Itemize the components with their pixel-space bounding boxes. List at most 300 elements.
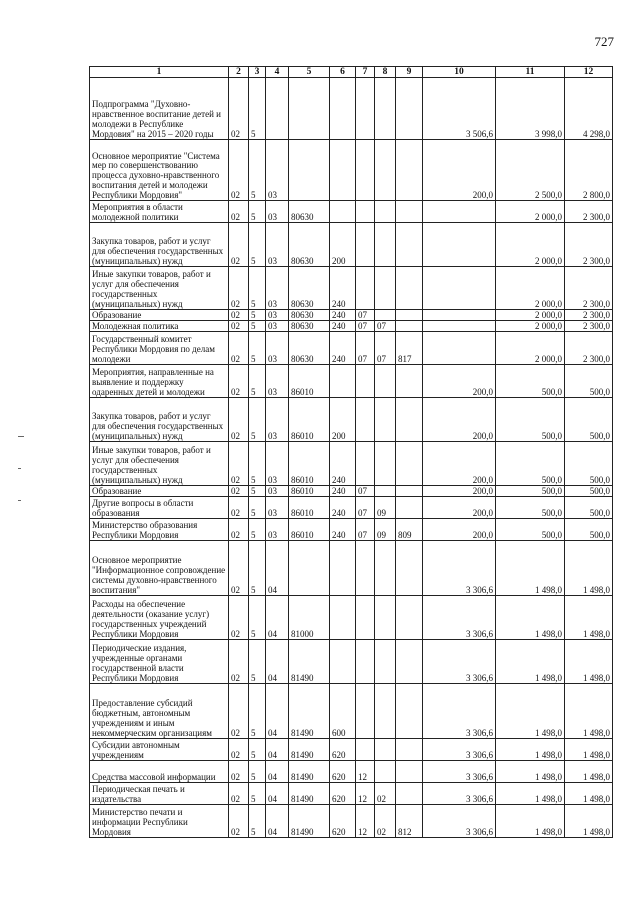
program-code-cell: 02 bbox=[229, 684, 249, 739]
table-row bbox=[90, 442, 613, 486]
amount-2018-cell: 1 498,0 bbox=[496, 783, 565, 805]
amount-2019-cell: 1 498,0 bbox=[565, 541, 613, 596]
amount-2017-cell: 200,0 bbox=[423, 398, 496, 442]
amount-2019-cell: 1 498,0 bbox=[565, 684, 613, 739]
subprogram-cell: 5 bbox=[249, 519, 266, 541]
subprogram-cell: 5 bbox=[249, 442, 266, 486]
measure-code-cell: 04 bbox=[266, 684, 289, 739]
expense-type-cell: 620 bbox=[330, 739, 356, 761]
direction-code-cell bbox=[289, 78, 330, 140]
measure-code-cell: 03 bbox=[266, 310, 289, 321]
section-cell bbox=[356, 201, 375, 223]
subsection-cell bbox=[375, 398, 396, 442]
measure-code-cell: 04 bbox=[266, 541, 289, 596]
subprogram-cell: 5 bbox=[249, 78, 266, 140]
expense-type-cell: 620 bbox=[330, 805, 356, 838]
section-cell bbox=[356, 640, 375, 684]
amount-2018-cell: 500,0 bbox=[496, 442, 565, 486]
amount-2017-cell bbox=[423, 332, 496, 365]
section-cell bbox=[356, 684, 375, 739]
program-code-cell: 02 bbox=[229, 739, 249, 761]
ministry-code-cell bbox=[396, 640, 423, 684]
table-row bbox=[90, 783, 613, 805]
program-code-cell: 02 bbox=[229, 541, 249, 596]
ministry-code-cell bbox=[396, 541, 423, 596]
section-cell bbox=[356, 78, 375, 140]
ministry-code-cell bbox=[396, 761, 423, 783]
amount-2017-cell bbox=[423, 310, 496, 321]
subsection-cell: 09 bbox=[375, 497, 396, 519]
row-name-cell: Периодические издания, учрежденные органами государственной власти Республики Мордовия bbox=[90, 640, 229, 684]
amount-2017-cell: 3 306,6 bbox=[423, 596, 496, 640]
program-code-cell: 02 bbox=[229, 140, 249, 201]
row-name-cell: Иные закупки товаров, работ и услуг для обеспечения государственных (муниципальных) нужд bbox=[90, 442, 229, 486]
expense-type-cell: 600 bbox=[330, 684, 356, 739]
subsection-cell bbox=[375, 761, 396, 783]
amount-2017-cell: 3 306,6 bbox=[423, 739, 496, 761]
ministry-code-cell bbox=[396, 223, 423, 267]
table-row bbox=[90, 739, 613, 761]
table-row bbox=[90, 497, 613, 519]
row-name-cell: Министерство образования Республики Мордовия bbox=[90, 519, 229, 541]
program-code-cell: 02 bbox=[229, 201, 249, 223]
ministry-code-cell bbox=[396, 684, 423, 739]
program-code-cell: 02 bbox=[229, 805, 249, 838]
subsection-cell bbox=[375, 739, 396, 761]
expense-type-cell: 200 bbox=[330, 398, 356, 442]
row-name-cell: Государственный комитет Республики Мордовия по делам молодежи bbox=[90, 332, 229, 365]
amount-2018-cell: 500,0 bbox=[496, 497, 565, 519]
expense-type-cell bbox=[330, 640, 356, 684]
program-code-cell: 02 bbox=[229, 519, 249, 541]
amount-2019-cell: 500,0 bbox=[565, 486, 613, 497]
expense-type-cell: 620 bbox=[330, 783, 356, 805]
expense-type-cell bbox=[330, 201, 356, 223]
amount-2018-cell: 2 000,0 bbox=[496, 267, 565, 310]
subsection-cell bbox=[375, 201, 396, 223]
expense-type-cell: 240 bbox=[330, 519, 356, 541]
measure-code-cell: 04 bbox=[266, 739, 289, 761]
ministry-code-cell: 812 bbox=[396, 805, 423, 838]
row-name-cell: Закупка товаров, работ и услуг для обеспечения государственных (муниципальных) нужд bbox=[90, 223, 229, 267]
amount-2017-cell: 3 306,6 bbox=[423, 761, 496, 783]
amount-2018-cell: 2 500,0 bbox=[496, 140, 565, 201]
expense-type-cell: 240 bbox=[330, 310, 356, 321]
amount-2019-cell: 2 300,0 bbox=[565, 332, 613, 365]
subsection-cell bbox=[375, 640, 396, 684]
measure-code-cell: 04 bbox=[266, 596, 289, 640]
table-row bbox=[90, 365, 613, 398]
table-row bbox=[90, 310, 613, 321]
subprogram-cell: 5 bbox=[249, 140, 266, 201]
amount-2017-cell: 200,0 bbox=[423, 497, 496, 519]
ministry-code-cell bbox=[396, 267, 423, 310]
program-code-cell: 02 bbox=[229, 365, 249, 398]
subsection-cell: 09 bbox=[375, 519, 396, 541]
table-row bbox=[90, 519, 613, 541]
measure-code-cell: 03 bbox=[266, 519, 289, 541]
amount-2018-cell: 3 998,0 bbox=[496, 78, 565, 140]
amount-2019-cell: 1 498,0 bbox=[565, 783, 613, 805]
amount-2018-cell: 1 498,0 bbox=[496, 805, 565, 838]
column-header: 6 bbox=[330, 67, 356, 78]
amount-2019-cell: 500,0 bbox=[565, 398, 613, 442]
direction-code-cell: 86010 bbox=[289, 365, 330, 398]
measure-code-cell: 03 bbox=[266, 267, 289, 310]
amount-2018-cell: 2 000,0 bbox=[496, 321, 565, 332]
expense-type-cell bbox=[330, 365, 356, 398]
subprogram-cell: 5 bbox=[249, 267, 266, 310]
direction-code-cell: 86010 bbox=[289, 486, 330, 497]
amount-2018-cell: 2 000,0 bbox=[496, 332, 565, 365]
subsection-cell bbox=[375, 684, 396, 739]
program-code-cell: 02 bbox=[229, 223, 249, 267]
section-cell: 12 bbox=[356, 783, 375, 805]
row-name-cell: Расходы на обеспечение деятельности (оказание услуг) государственных учреждений Республики Мордовия bbox=[90, 596, 229, 640]
section-cell bbox=[356, 442, 375, 486]
row-name-cell: Образование bbox=[90, 310, 229, 321]
subprogram-cell: 5 bbox=[249, 223, 266, 267]
amount-2017-cell: 200,0 bbox=[423, 442, 496, 486]
direction-code-cell: 81490 bbox=[289, 739, 330, 761]
section-cell bbox=[356, 596, 375, 640]
expense-type-cell bbox=[330, 78, 356, 140]
direction-code-cell: 81490 bbox=[289, 783, 330, 805]
scan-artifact bbox=[18, 500, 21, 501]
ministry-code-cell bbox=[396, 596, 423, 640]
expense-type-cell: 240 bbox=[330, 321, 356, 332]
amount-2019-cell: 4 298,0 bbox=[565, 78, 613, 140]
amount-2017-cell bbox=[423, 267, 496, 310]
table-row bbox=[90, 267, 613, 310]
section-cell: 07 bbox=[356, 486, 375, 497]
column-header: 8 bbox=[375, 67, 396, 78]
column-header: 10 bbox=[423, 67, 496, 78]
subsection-cell bbox=[375, 140, 396, 201]
subprogram-cell: 5 bbox=[249, 486, 266, 497]
amount-2017-cell: 3 306,6 bbox=[423, 640, 496, 684]
measure-code-cell: 03 bbox=[266, 365, 289, 398]
subprogram-cell: 5 bbox=[249, 805, 266, 838]
subsection-cell bbox=[375, 78, 396, 140]
amount-2019-cell: 2 300,0 bbox=[565, 321, 613, 332]
section-cell bbox=[356, 541, 375, 596]
expense-type-cell: 200 bbox=[330, 223, 356, 267]
expense-type-cell: 240 bbox=[330, 497, 356, 519]
amount-2017-cell: 3 306,6 bbox=[423, 684, 496, 739]
amount-2018-cell: 500,0 bbox=[496, 365, 565, 398]
direction-code-cell: 80630 bbox=[289, 267, 330, 310]
section-cell: 07 bbox=[356, 332, 375, 365]
subsection-cell: 07 bbox=[375, 332, 396, 365]
ministry-code-cell bbox=[396, 398, 423, 442]
amount-2018-cell: 1 498,0 bbox=[496, 761, 565, 783]
ministry-code-cell bbox=[396, 783, 423, 805]
section-cell bbox=[356, 739, 375, 761]
program-code-cell: 02 bbox=[229, 398, 249, 442]
amount-2019-cell: 500,0 bbox=[565, 365, 613, 398]
amount-2017-cell bbox=[423, 201, 496, 223]
measure-code-cell: 03 bbox=[266, 486, 289, 497]
amount-2017-cell: 200,0 bbox=[423, 365, 496, 398]
amount-2018-cell: 500,0 bbox=[496, 486, 565, 497]
amount-2019-cell: 2 300,0 bbox=[565, 310, 613, 321]
subprogram-cell: 5 bbox=[249, 332, 266, 365]
column-header: 1 bbox=[90, 67, 229, 78]
row-name-cell: Основное мероприятие "Система мер по совершенствованию процесса духовно-нравственного воспитания детей и молодежи Республики Мордовия" bbox=[90, 140, 229, 201]
column-header: 2 bbox=[229, 67, 249, 78]
program-code-cell: 02 bbox=[229, 497, 249, 519]
amount-2019-cell: 1 498,0 bbox=[565, 640, 613, 684]
subprogram-cell: 5 bbox=[249, 365, 266, 398]
row-name-cell: Иные закупки товаров, работ и услуг для обеспечения государственных (муниципальных) нужд bbox=[90, 267, 229, 310]
amount-2018-cell: 1 498,0 bbox=[496, 541, 565, 596]
amount-2019-cell: 1 498,0 bbox=[565, 596, 613, 640]
amount-2019-cell: 2 300,0 bbox=[565, 267, 613, 310]
row-name-cell: Основное мероприятие "Информационное сопровождение системы духовно-нравственного воспитания" bbox=[90, 541, 229, 596]
row-name-cell: Министерство печати и информации Республики Мордовия bbox=[90, 805, 229, 838]
amount-2017-cell: 3 506,6 bbox=[423, 78, 496, 140]
ministry-code-cell bbox=[396, 497, 423, 519]
amount-2017-cell: 200,0 bbox=[423, 486, 496, 497]
table-row bbox=[90, 140, 613, 201]
direction-code-cell: 81490 bbox=[289, 761, 330, 783]
direction-code-cell: 80630 bbox=[289, 321, 330, 332]
program-code-cell: 02 bbox=[229, 596, 249, 640]
ministry-code-cell: 809 bbox=[396, 519, 423, 541]
measure-code-cell: 04 bbox=[266, 761, 289, 783]
subprogram-cell: 5 bbox=[249, 596, 266, 640]
ministry-code-cell bbox=[396, 310, 423, 321]
amount-2018-cell: 500,0 bbox=[496, 398, 565, 442]
amount-2018-cell: 1 498,0 bbox=[496, 684, 565, 739]
table-row bbox=[90, 321, 613, 332]
table-row bbox=[90, 684, 613, 739]
budget-table bbox=[89, 66, 613, 838]
direction-code-cell: 81490 bbox=[289, 805, 330, 838]
amount-2019-cell: 1 498,0 bbox=[565, 739, 613, 761]
direction-code-cell bbox=[289, 541, 330, 596]
amount-2019-cell: 2 300,0 bbox=[565, 201, 613, 223]
subsection-cell bbox=[375, 267, 396, 310]
amount-2018-cell: 2 000,0 bbox=[496, 223, 565, 267]
direction-code-cell: 80630 bbox=[289, 201, 330, 223]
direction-code-cell: 81490 bbox=[289, 684, 330, 739]
amount-2019-cell: 2 800,0 bbox=[565, 140, 613, 201]
subprogram-cell: 5 bbox=[249, 541, 266, 596]
measure-code-cell: 03 bbox=[266, 398, 289, 442]
table-row bbox=[90, 761, 613, 783]
measure-code-cell: 04 bbox=[266, 640, 289, 684]
expense-type-cell bbox=[330, 596, 356, 640]
amount-2019-cell: 2 300,0 bbox=[565, 223, 613, 267]
table-row bbox=[90, 201, 613, 223]
measure-code-cell: 03 bbox=[266, 140, 289, 201]
page-number: 727 bbox=[594, 34, 614, 49]
expense-type-cell: 240 bbox=[330, 332, 356, 365]
subprogram-cell: 5 bbox=[249, 321, 266, 332]
subsection-cell bbox=[375, 486, 396, 497]
measure-code-cell: 03 bbox=[266, 332, 289, 365]
direction-code-cell: 81000 bbox=[289, 596, 330, 640]
subprogram-cell: 5 bbox=[249, 739, 266, 761]
expense-type-cell: 240 bbox=[330, 267, 356, 310]
measure-code-cell bbox=[266, 78, 289, 140]
section-cell: 07 bbox=[356, 519, 375, 541]
measure-code-cell: 03 bbox=[266, 321, 289, 332]
ministry-code-cell bbox=[396, 201, 423, 223]
subsection-cell bbox=[375, 442, 396, 486]
measure-code-cell: 04 bbox=[266, 783, 289, 805]
subprogram-cell: 5 bbox=[249, 497, 266, 519]
ministry-code-cell bbox=[396, 140, 423, 201]
direction-code-cell: 86010 bbox=[289, 398, 330, 442]
table-row bbox=[90, 640, 613, 684]
ministry-code-cell bbox=[396, 442, 423, 486]
column-header: 3 bbox=[249, 67, 266, 78]
scan-artifact bbox=[18, 436, 24, 437]
row-name-cell: Закупка товаров, работ и услуг для обеспечения государственных (муниципальных) нужд bbox=[90, 398, 229, 442]
amount-2018-cell: 1 498,0 bbox=[496, 640, 565, 684]
amount-2017-cell bbox=[423, 321, 496, 332]
section-cell bbox=[356, 140, 375, 201]
program-code-cell: 02 bbox=[229, 332, 249, 365]
section-cell: 07 bbox=[356, 321, 375, 332]
amount-2018-cell: 2 000,0 bbox=[496, 201, 565, 223]
section-cell bbox=[356, 267, 375, 310]
column-header: 7 bbox=[356, 67, 375, 78]
amount-2019-cell: 1 498,0 bbox=[565, 805, 613, 838]
direction-code-cell: 80630 bbox=[289, 332, 330, 365]
measure-code-cell: 03 bbox=[266, 442, 289, 486]
expense-type-cell: 240 bbox=[330, 486, 356, 497]
amount-2018-cell: 1 498,0 bbox=[496, 739, 565, 761]
row-name-cell: Другие вопросы в области образования bbox=[90, 497, 229, 519]
table-row bbox=[90, 223, 613, 267]
ministry-code-cell: 817 bbox=[396, 332, 423, 365]
ministry-code-cell bbox=[396, 78, 423, 140]
row-name-cell: Субсидии автономным учреждениям bbox=[90, 739, 229, 761]
row-name-cell: Периодическая печать и издательства bbox=[90, 783, 229, 805]
row-name-cell: Подпрограмма "Духовно-нравственное воспитание детей и молодежи в Республике Мордовия" на 2015 – 2020 годы bbox=[90, 78, 229, 140]
program-code-cell: 02 bbox=[229, 783, 249, 805]
direction-code-cell: 86010 bbox=[289, 519, 330, 541]
direction-code-cell: 80630 bbox=[289, 223, 330, 267]
amount-2017-cell: 200,0 bbox=[423, 140, 496, 201]
amount-2017-cell: 200,0 bbox=[423, 519, 496, 541]
column-header: 5 bbox=[289, 67, 330, 78]
subsection-cell bbox=[375, 541, 396, 596]
row-name-cell: Мероприятия в области молодежной политики bbox=[90, 201, 229, 223]
program-code-cell: 02 bbox=[229, 486, 249, 497]
subprogram-cell: 5 bbox=[249, 761, 266, 783]
program-code-cell: 02 bbox=[229, 442, 249, 486]
subsection-cell: 02 bbox=[375, 783, 396, 805]
program-code-cell: 02 bbox=[229, 78, 249, 140]
subprogram-cell: 5 bbox=[249, 201, 266, 223]
direction-code-cell: 81490 bbox=[289, 640, 330, 684]
expense-type-cell bbox=[330, 140, 356, 201]
direction-code-cell bbox=[289, 140, 330, 201]
direction-code-cell: 86010 bbox=[289, 442, 330, 486]
amount-2019-cell: 500,0 bbox=[565, 519, 613, 541]
subsection-cell bbox=[375, 365, 396, 398]
measure-code-cell: 03 bbox=[266, 223, 289, 267]
subprogram-cell: 5 bbox=[249, 783, 266, 805]
direction-code-cell: 86010 bbox=[289, 497, 330, 519]
amount-2019-cell: 500,0 bbox=[565, 497, 613, 519]
section-cell bbox=[356, 398, 375, 442]
amount-2019-cell: 500,0 bbox=[565, 442, 613, 486]
direction-code-cell: 80630 bbox=[289, 310, 330, 321]
column-header: 4 bbox=[266, 67, 289, 78]
table-row bbox=[90, 486, 613, 497]
table-row bbox=[90, 78, 613, 140]
subprogram-cell: 5 bbox=[249, 310, 266, 321]
amount-2018-cell: 500,0 bbox=[496, 519, 565, 541]
measure-code-cell: 04 bbox=[266, 805, 289, 838]
subsection-cell: 07 bbox=[375, 321, 396, 332]
expense-type-cell: 620 bbox=[330, 761, 356, 783]
subsection-cell bbox=[375, 223, 396, 267]
program-code-cell: 02 bbox=[229, 640, 249, 684]
section-cell bbox=[356, 365, 375, 398]
expense-type-cell: 240 bbox=[330, 442, 356, 486]
header-row bbox=[90, 67, 613, 78]
amount-2017-cell: 3 306,6 bbox=[423, 783, 496, 805]
subprogram-cell: 5 bbox=[249, 640, 266, 684]
subsection-cell bbox=[375, 310, 396, 321]
subsection-cell bbox=[375, 596, 396, 640]
amount-2018-cell: 1 498,0 bbox=[496, 596, 565, 640]
row-name-cell: Молодежная политика bbox=[90, 321, 229, 332]
row-name-cell: Образование bbox=[90, 486, 229, 497]
amount-2019-cell: 1 498,0 bbox=[565, 761, 613, 783]
amount-2017-cell: 3 306,6 bbox=[423, 805, 496, 838]
section-cell: 12 bbox=[356, 805, 375, 838]
program-code-cell: 02 bbox=[229, 761, 249, 783]
subprogram-cell: 5 bbox=[249, 398, 266, 442]
row-name-cell: Предоставление субсидий бюджетным, автономным учреждениям и иным некоммерческим организациям bbox=[90, 684, 229, 739]
section-cell bbox=[356, 223, 375, 267]
section-cell: 07 bbox=[356, 497, 375, 519]
measure-code-cell: 03 bbox=[266, 201, 289, 223]
subprogram-cell: 5 bbox=[249, 684, 266, 739]
table-row bbox=[90, 541, 613, 596]
table-row bbox=[90, 398, 613, 442]
subsection-cell: 02 bbox=[375, 805, 396, 838]
table-row bbox=[90, 332, 613, 365]
column-header: 12 bbox=[565, 67, 613, 78]
ministry-code-cell bbox=[396, 486, 423, 497]
program-code-cell: 02 bbox=[229, 321, 249, 332]
amount-2017-cell bbox=[423, 223, 496, 267]
table-row bbox=[90, 805, 613, 838]
section-cell: 12 bbox=[356, 761, 375, 783]
scan-artifact bbox=[18, 468, 21, 469]
expense-type-cell bbox=[330, 541, 356, 596]
amount-2017-cell: 3 306,6 bbox=[423, 541, 496, 596]
column-header: 11 bbox=[496, 67, 565, 78]
row-name-cell: Мероприятия, направленные на выявление и поддержку одаренных детей и молодежи bbox=[90, 365, 229, 398]
column-header: 9 bbox=[396, 67, 423, 78]
amount-2018-cell: 2 000,0 bbox=[496, 310, 565, 321]
program-code-cell: 02 bbox=[229, 267, 249, 310]
program-code-cell: 02 bbox=[229, 310, 249, 321]
row-name-cell: Средства массовой информации bbox=[90, 761, 229, 783]
table-row bbox=[90, 596, 613, 640]
ministry-code-cell bbox=[396, 365, 423, 398]
